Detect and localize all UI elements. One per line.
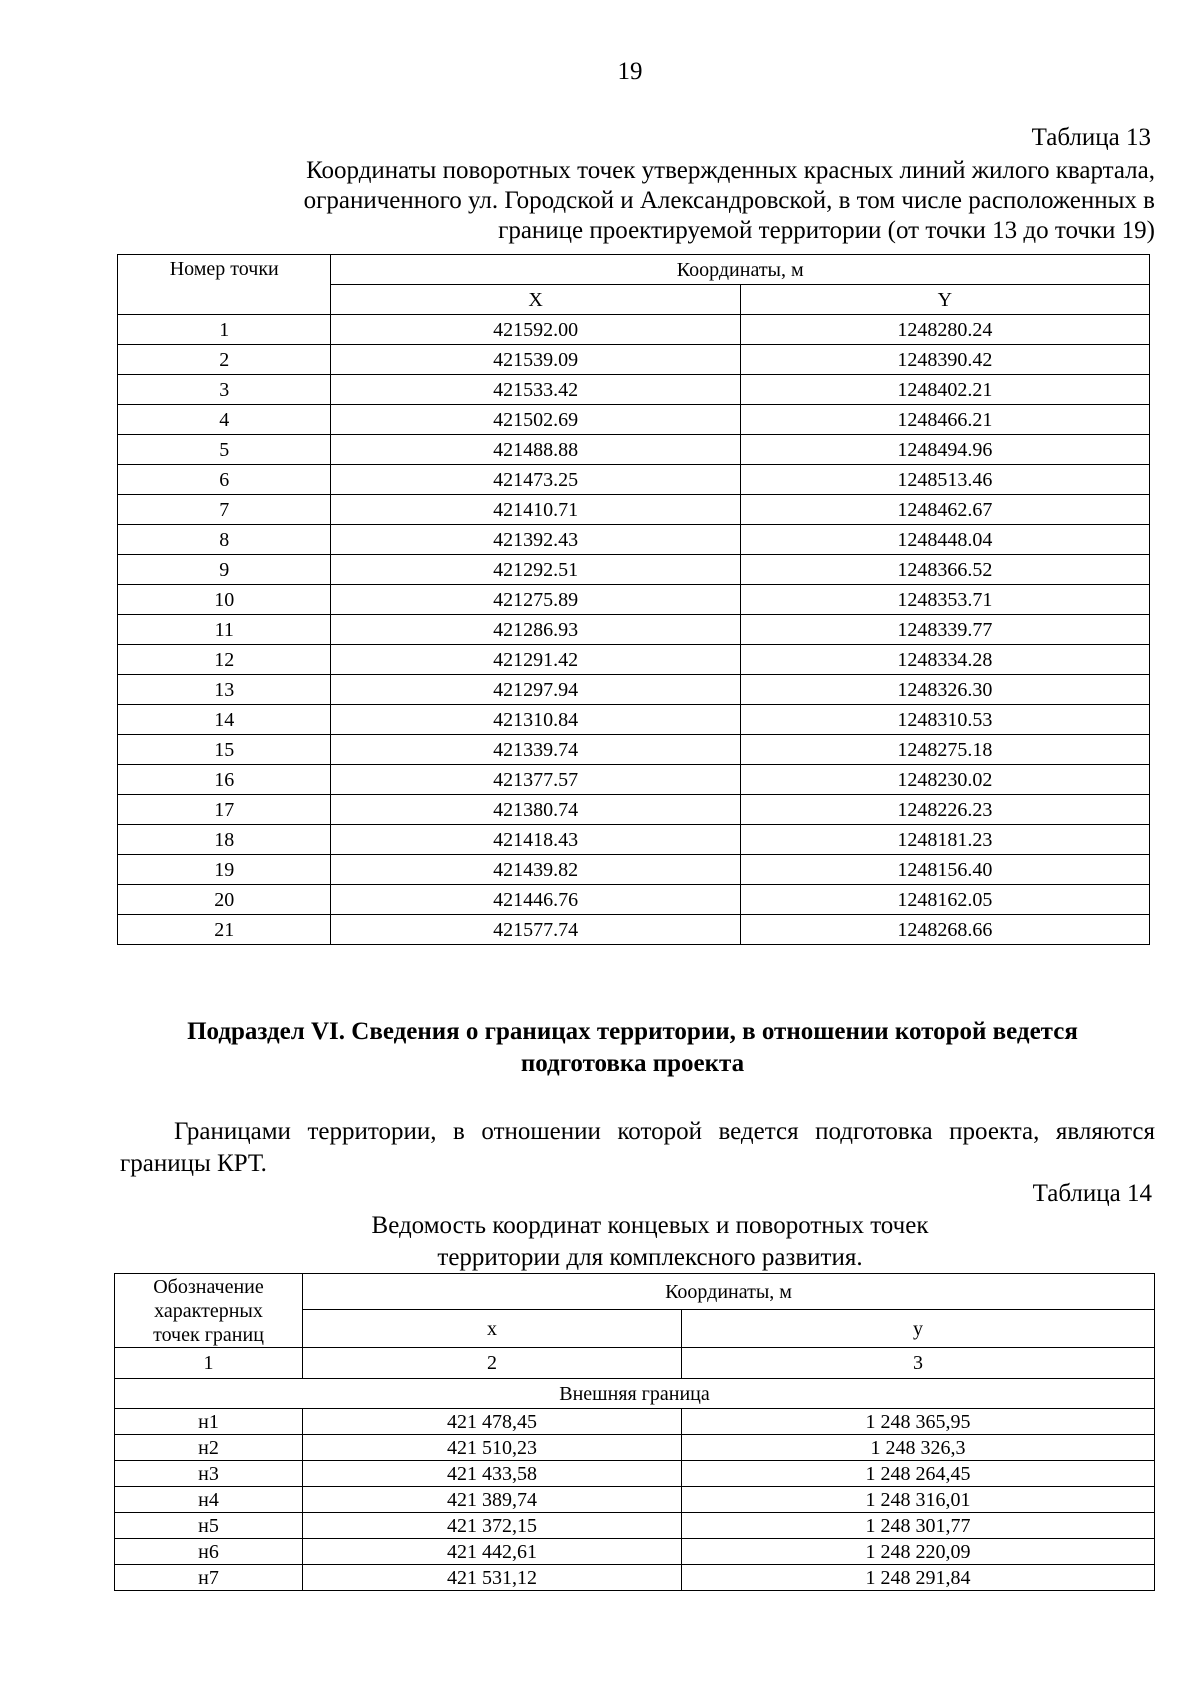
table-row [118,765,1150,795]
group-row [115,1379,1155,1409]
y-coordinate-cell: 1 248 220,09 [682,1539,1155,1565]
table-row [118,915,1150,945]
x-coordinate-cell: 421592.00 [331,315,740,345]
y-coordinate-cell: 1248280.24 [740,315,1149,345]
table-row [115,1409,1155,1435]
point-number-cell: 2 [118,345,331,375]
point-number-cell: 16 [118,765,331,795]
table-row [118,615,1150,645]
point-number-cell: 11 [118,615,331,645]
x-coordinate-cell: 421418.43 [331,825,740,855]
table-13-caption [110,156,1155,246]
y-coordinate-cell: 1248162.05 [740,885,1149,915]
table-row [115,1435,1155,1461]
point-number-cell: 3 [118,375,331,405]
x-coordinate-cell: 421488.88 [331,435,740,465]
y-coordinate-cell: 1 248 326,3 [682,1435,1155,1461]
point-number-cell: 9 [118,555,331,585]
point-number-cell: н7 [115,1565,303,1591]
x-coordinate-cell: 421392.43 [331,525,740,555]
point-number-cell: н6 [115,1539,303,1565]
y-coordinate-cell: 1248334.28 [740,645,1149,675]
table-row [118,525,1150,555]
x-coordinate-cell: 421533.42 [331,375,740,405]
point-number-cell: 14 [118,705,331,735]
x-coordinate-cell: 421 531,12 [303,1565,682,1591]
body-paragraph: Границами территории, в отношении которой ведется подготовка проекта, являются границы КРТ. [120,1118,1155,1177]
x-coordinate-cell: 421310.84 [331,705,740,735]
y-coordinate-cell: 1248448.04 [740,525,1149,555]
table-row [118,585,1150,615]
table-row [118,795,1150,825]
table-row [118,405,1150,435]
point-number-cell: н2 [115,1435,303,1461]
x-coordinate-cell: 421 510,23 [303,1435,682,1461]
point-number-cell: 10 [118,585,331,615]
point-number-cell: 18 [118,825,331,855]
point-number-cell: 8 [118,525,331,555]
y-coordinate-cell: 1248462.67 [740,495,1149,525]
table-row [115,1461,1155,1487]
header-y: y [682,1310,1155,1348]
header-boundary-point [115,1274,303,1348]
point-number-cell: 13 [118,675,331,705]
table-14-caption-line: Ведомость координат концевых и поворотных точек [371,1212,929,1239]
header-x: X [331,285,740,315]
y-coordinate-cell: 1248326.30 [740,675,1149,705]
x-coordinate-cell: 421473.25 [331,465,740,495]
y-coordinate-cell: 1 248 316,01 [682,1487,1155,1513]
y-coordinate-cell: 1248230.02 [740,765,1149,795]
point-number-cell: н1 [115,1409,303,1435]
x-coordinate-cell: 421297.94 [331,675,740,705]
x-coordinate-cell: 421 442,61 [303,1539,682,1565]
table-row [118,735,1150,765]
header-boundary-point-line: Обозначение [153,1275,264,1298]
table-row [118,555,1150,585]
table-row [115,1487,1155,1513]
table-14-body [115,1379,1155,1591]
x-coordinate-cell: 421377.57 [331,765,740,795]
table-14-caption-line: территории для комплексного развития. [437,1244,863,1271]
table-13-label: Таблица 13 [1031,124,1151,151]
y-coordinate-cell: 1 248 264,45 [682,1461,1155,1487]
y-coordinate-cell: 1248226.23 [740,795,1149,825]
x-coordinate-cell: 421 478,45 [303,1409,682,1435]
y-coordinate-cell: 1 248 291,84 [682,1565,1155,1591]
table-row [118,345,1150,375]
x-coordinate-cell: 421380.74 [331,795,740,825]
header-point-number: Номер точки [118,255,331,315]
x-coordinate-cell: 421292.51 [331,555,740,585]
header-y: Y [740,285,1149,315]
section-heading-line: Подраздел VI. Сведения о границах территории, в отношении которой ведется [187,1018,1078,1045]
point-number-cell: н3 [115,1461,303,1487]
x-coordinate-cell: 421439.82 [331,855,740,885]
header-coordinates: Координаты, м [331,255,1150,285]
table-row [118,465,1150,495]
y-coordinate-cell: 1248310.53 [740,705,1149,735]
x-coordinate-cell: 421539.09 [331,345,740,375]
y-coordinate-cell: 1248466.21 [740,405,1149,435]
y-coordinate-cell: 1248275.18 [740,735,1149,765]
table-row [118,315,1150,345]
y-coordinate-cell: 1 248 301,77 [682,1513,1155,1539]
x-coordinate-cell: 421577.74 [331,915,740,945]
section-heading-line: подготовка проекта [520,1050,745,1077]
x-coordinate-cell: 421275.89 [331,585,740,615]
table-14-caption [300,1210,1000,1274]
y-coordinate-cell: 1248353.71 [740,585,1149,615]
table-row [115,1565,1155,1591]
table-row [115,1513,1155,1539]
point-number-cell: 20 [118,885,331,915]
point-number-cell: 1 [118,315,331,345]
x-coordinate-cell: 421286.93 [331,615,740,645]
column-number: 1 [115,1348,303,1379]
x-coordinate-cell: 421 389,74 [303,1487,682,1513]
point-number-cell: 7 [118,495,331,525]
header-x: x [303,1310,682,1348]
table-row [118,645,1150,675]
x-coordinate-cell: 421339.74 [331,735,740,765]
point-number-cell: 21 [118,915,331,945]
point-number-cell: н4 [115,1487,303,1513]
table-14-label: Таблица 14 [1032,1180,1152,1207]
point-number-cell: н5 [115,1513,303,1539]
point-number-cell: 6 [118,465,331,495]
y-coordinate-cell: 1248339.77 [740,615,1149,645]
column-number: 3 [682,1348,1155,1379]
y-coordinate-cell: 1248268.66 [740,915,1149,945]
table-row [118,825,1150,855]
table-row [115,1539,1155,1565]
y-coordinate-cell: 1248390.42 [740,345,1149,375]
y-coordinate-cell: 1248402.21 [740,375,1149,405]
table-13-caption-line: Координаты поворотных точек утвержденных красных линий жилого квартала, [306,157,1155,184]
x-coordinate-cell: 421502.69 [331,405,740,435]
header-coordinates: Координаты, м [303,1274,1155,1310]
table-row [118,885,1150,915]
y-coordinate-cell: 1248366.52 [740,555,1149,585]
table-row [118,375,1150,405]
x-coordinate-cell: 421410.71 [331,495,740,525]
header-boundary-point-line: точек границ [153,1323,264,1346]
section-heading [110,1016,1155,1080]
table-13-caption-line: ограниченного ул. Городской и Александровской, в том числе расположенных в [303,187,1155,214]
y-coordinate-cell: 1 248 365,95 [682,1409,1155,1435]
x-coordinate-cell: 421 433,58 [303,1461,682,1487]
point-number-cell: 15 [118,735,331,765]
table-row [118,495,1150,525]
point-number-cell: 5 [118,435,331,465]
table-14 [114,1273,1155,1591]
y-coordinate-cell: 1248513.46 [740,465,1149,495]
point-number-cell: 19 [118,855,331,885]
x-coordinate-cell: 421446.76 [331,885,740,915]
header-boundary-point-line: характерных [154,1299,263,1322]
table-row [118,705,1150,735]
table-13-body [118,315,1150,945]
table-row [118,675,1150,705]
table-13-caption-line: границе проектируемой территории (от точки 13 до точки 19) [498,217,1155,244]
point-number-cell: 17 [118,795,331,825]
table-13 [117,254,1150,945]
table-row [118,855,1150,885]
point-number-cell: 4 [118,405,331,435]
y-coordinate-cell: 1248494.96 [740,435,1149,465]
y-coordinate-cell: 1248181.23 [740,825,1149,855]
point-number-cell: 12 [118,645,331,675]
group-label: Внешняя граница [115,1379,1155,1409]
page-number: 19 [617,58,643,85]
column-number: 2 [303,1348,682,1379]
y-coordinate-cell: 1248156.40 [740,855,1149,885]
x-coordinate-cell: 421291.42 [331,645,740,675]
x-coordinate-cell: 421 372,15 [303,1513,682,1539]
table-row [118,435,1150,465]
